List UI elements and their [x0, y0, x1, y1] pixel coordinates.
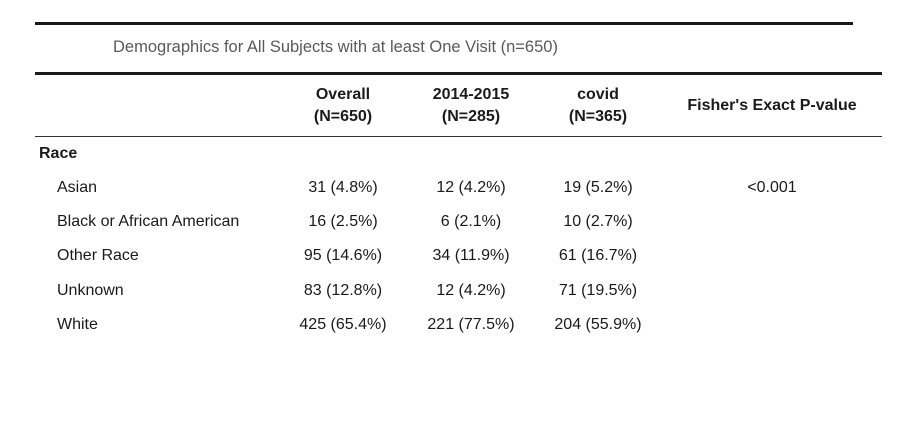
table-row	[0, 213, 906, 237]
column-header-line2: (N=285)	[441, 108, 501, 125]
cell-overall: 31 (4.8%)	[308, 179, 378, 196]
row-label: Other Race	[57, 247, 139, 264]
column-header-line2: (N=365)	[568, 108, 628, 125]
row-label: Black or African American	[57, 213, 240, 230]
group-label-race: Race	[39, 145, 78, 162]
column-header-line1: covid	[577, 86, 619, 103]
cell-pvalue: <0.001	[747, 179, 797, 196]
header-rule	[35, 72, 882, 75]
row-label: Unknown	[57, 282, 124, 299]
column-header-2014-2015	[416, 84, 526, 128]
top-rule	[35, 22, 853, 25]
column-header-line2: (N=650)	[313, 108, 373, 125]
table-row	[0, 316, 906, 340]
cell-covid: 61 (16.7%)	[558, 247, 638, 264]
row-label: White	[57, 316, 98, 333]
cell-2014-2015: 6 (2.1%)	[440, 213, 502, 230]
cell-covid: 19 (5.2%)	[563, 179, 633, 196]
header-bottom-rule	[35, 136, 882, 137]
cell-overall: 95 (14.6%)	[303, 247, 383, 264]
table-row	[0, 282, 906, 306]
column-header-covid	[548, 84, 648, 128]
table-row	[0, 179, 906, 203]
cell-2014-2015: 12 (4.2%)	[436, 282, 506, 299]
cell-overall: 83 (12.8%)	[303, 282, 383, 299]
cell-overall: 425 (65.4%)	[299, 316, 387, 333]
column-header-line1: Overall	[315, 86, 371, 103]
table-caption: Demographics for All Subjects with at least One Visit (n=650)	[113, 38, 558, 56]
cell-2014-2015: 34 (11.9%)	[432, 247, 510, 264]
column-header-line1: 2014-2015	[432, 86, 510, 103]
cell-covid: 204 (55.9%)	[554, 316, 642, 333]
column-header-pvalue: Fisher's Exact P-value	[687, 97, 857, 114]
row-label: Asian	[57, 179, 98, 196]
cell-covid: 10 (2.7%)	[563, 213, 633, 230]
cell-2014-2015: 221 (77.5%)	[427, 316, 515, 333]
column-header-overall	[293, 84, 393, 128]
cell-overall: 16 (2.5%)	[308, 213, 378, 230]
table-row	[0, 247, 906, 271]
cell-2014-2015: 12 (4.2%)	[436, 179, 506, 196]
cell-covid: 71 (19.5%)	[558, 282, 638, 299]
